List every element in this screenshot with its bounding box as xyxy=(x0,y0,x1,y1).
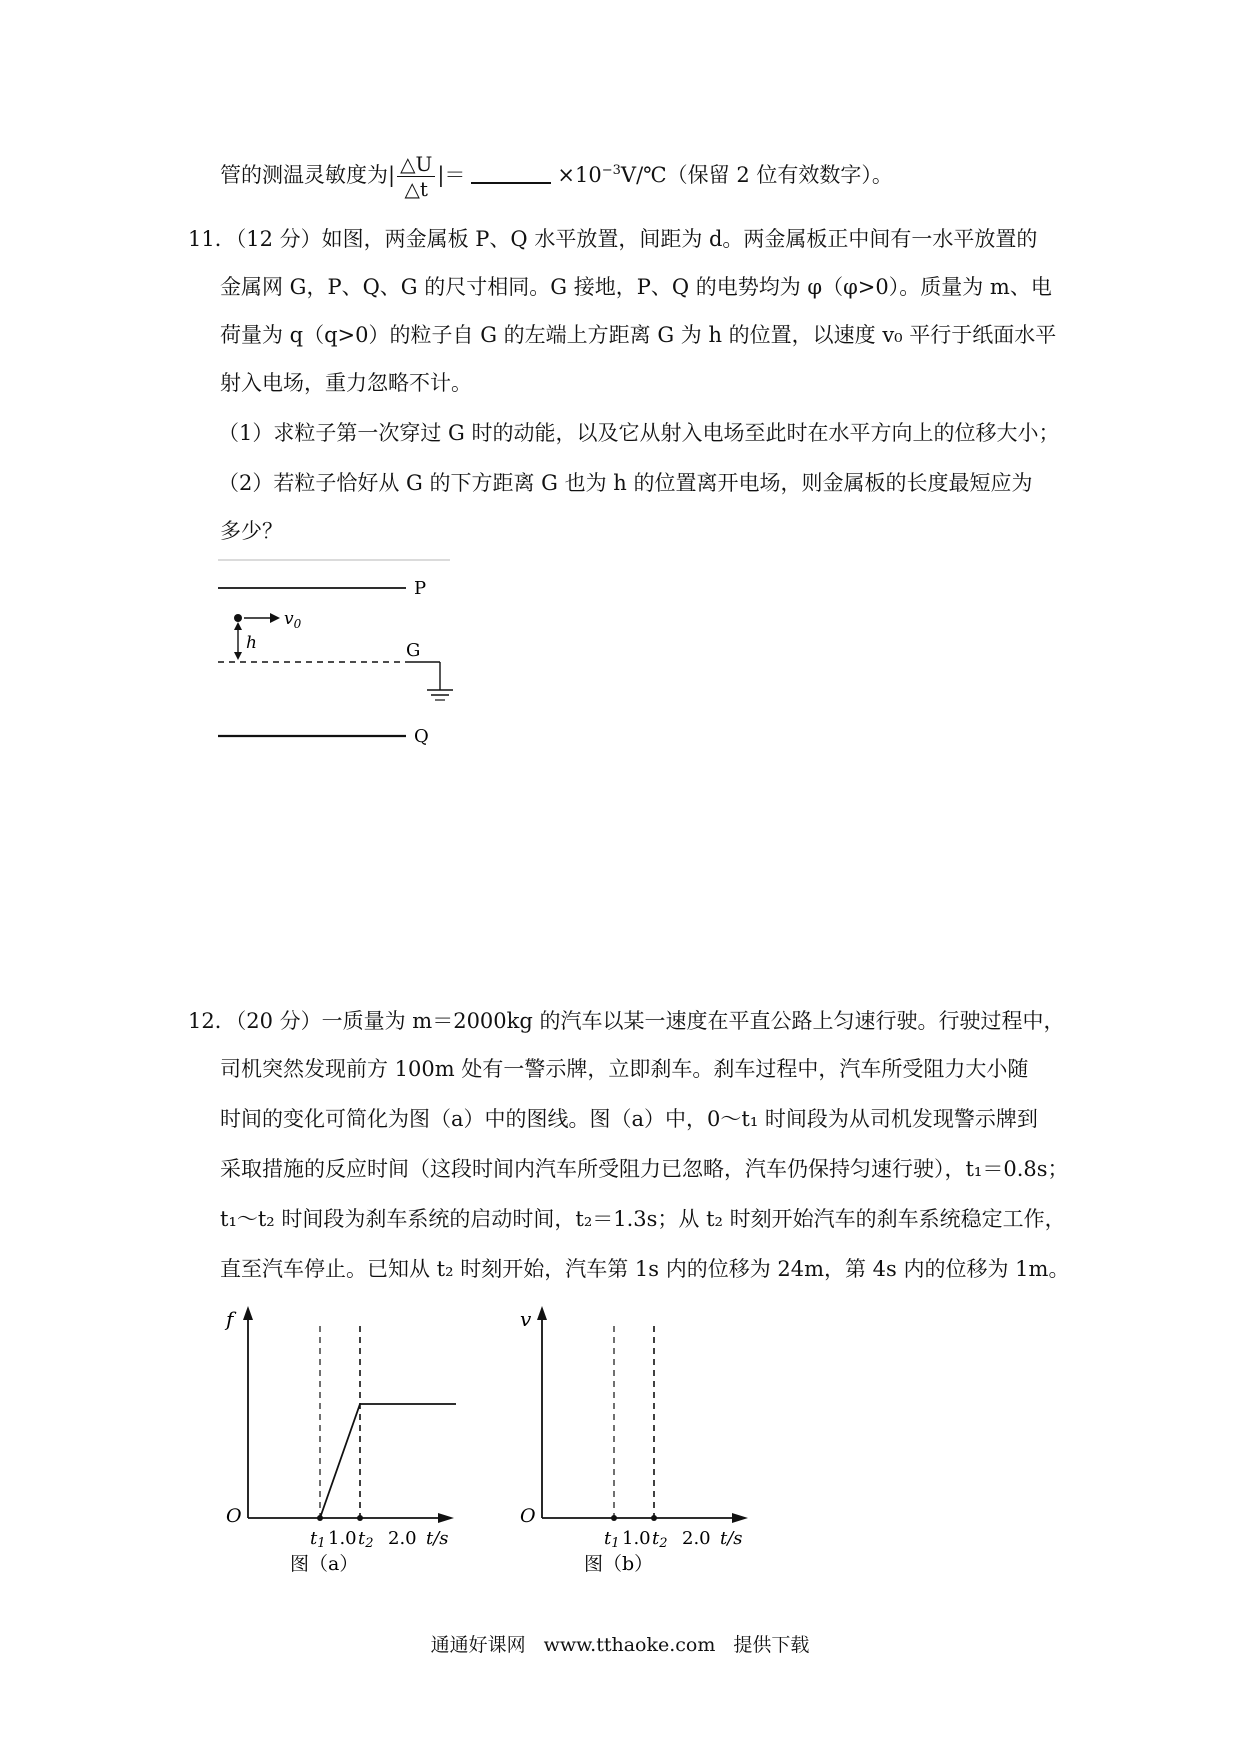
q10-exponent: −3 xyxy=(601,163,621,178)
graph-b-tick-t1: t1 xyxy=(604,1528,620,1551)
graph-b-ylabel: v xyxy=(520,1307,532,1331)
graph-a-f-vs-t xyxy=(218,1300,478,1600)
graph-b-origin: O xyxy=(520,1505,536,1527)
graph-a-caption: 图（a） xyxy=(290,1553,359,1575)
graph-b-x-arrow xyxy=(732,1513,748,1523)
fraction-denominator: △t xyxy=(404,177,428,201)
q11-line-4: 射入电场，重力忽略不计。 xyxy=(220,371,472,395)
particle-dot xyxy=(234,614,242,622)
label-g: G xyxy=(406,640,421,661)
graph-a-y-arrow xyxy=(243,1306,253,1320)
footer-url[interactable]: www.tthaoke.com xyxy=(543,1634,716,1656)
label-q: Q xyxy=(414,726,429,747)
q11-subq-1: （1）求粒子第一次穿过 G 时的动能，以及它从射入电场至此时在水平方向上的位移大小； xyxy=(218,421,1060,445)
label-v0: $v_0$ xyxy=(284,609,302,631)
velocity-arrowhead xyxy=(270,613,280,623)
page-footer xyxy=(0,1632,1240,1658)
q11-line-3: 荷量为 q（q>0）的粒子自 G 的左端上方距离 G 为 h 的位置，以速度 v₀ 平行于纸面水平 xyxy=(220,323,1057,347)
label-h: h xyxy=(246,633,257,653)
q11-plates-figure xyxy=(210,550,470,760)
label-p: P xyxy=(414,578,427,599)
graph-a-tick-2-0: 2.0 xyxy=(388,1528,417,1549)
graph-a-ylabel: f xyxy=(226,1307,234,1331)
q11-subq-2: （2）若粒子恰好从 G 的下方距离 G 也为 h 的位置离开电场，则金属板的长度最短应为 xyxy=(218,471,1033,495)
graph-a-tick-t1: t1 xyxy=(310,1528,326,1551)
q12-line-3: 时间的变化可简化为图（a）中的图线。图（a）中，0～t₁ 时间段为从司机发现警示牌到 xyxy=(220,1107,1038,1131)
q12-line-5: t₁～t₂ 时间段为刹车系统的启动时间，t₂＝1.3s；从 t₂ 时刻开始汽车的刹车系统稳定工作， xyxy=(220,1207,1066,1231)
q11-line-2: 金属网 G，P、Q、G 的尺寸相同。G 接地，P、Q 的电势均为 φ（φ>0）。质量为 m、电 xyxy=(220,275,1052,299)
delta-u-over-delta-t-fraction xyxy=(397,152,435,201)
graph-a-tick-t2: t2 xyxy=(358,1528,374,1551)
q12-line-2: 司机突然发现前方 100m 处有一警示牌，立即刹车。刹车过程中，汽车所受阻力大小随 xyxy=(220,1057,1029,1081)
q12-line-1: 12．（20 分）一质量为 m＝2000kg 的汽车以某一速度在平直公路上匀速行驶。行驶过程中， xyxy=(188,1009,1065,1033)
q12-line-4: 采取措施的反应时间（这段时间内汽车所受阻力已忽略，汽车仍保持匀速行驶），t₁＝0.8s； xyxy=(220,1157,1069,1181)
q11-line-1: 11．（12 分）如图，两金属板 P、Q 水平放置，间距为 d。两金属板正中间有一水平放置的 xyxy=(188,227,1038,251)
graph-b-xlabel: t/s xyxy=(720,1528,743,1549)
fraction-numerator: △U xyxy=(397,152,435,177)
answer-blank xyxy=(471,162,551,184)
q10-unit: V/℃（保留 2 位有效数字）。 xyxy=(620,163,893,187)
q11-line-7: 多少？ xyxy=(220,519,283,543)
graph-a-xlabel: t/s xyxy=(426,1528,449,1549)
graph-b-y-arrow xyxy=(537,1306,547,1320)
graph-b-tick-t2: t2 xyxy=(652,1528,668,1551)
q10-unit-times: ×10 xyxy=(557,163,602,187)
q10-prefix: 管的测温灵敏度为 xyxy=(220,163,388,187)
graph-b-tick-1-0: 1.0 xyxy=(622,1528,651,1549)
footer-note: 提供下载 xyxy=(733,1634,810,1656)
graph-b-tick-2-0: 2.0 xyxy=(682,1528,711,1549)
graph-b-v-vs-t xyxy=(512,1300,772,1600)
q12-line-6: 直至汽车停止。已知从 t₂ 时刻开始，汽车第 1s 内的位移为 24m，第 4s 内的位移为 1m。 xyxy=(220,1257,1070,1281)
graph-a-origin: O xyxy=(226,1505,242,1527)
footer-site: 通通好课网 xyxy=(430,1634,526,1656)
graph-b-caption: 图（b） xyxy=(584,1553,654,1575)
graph-a-f-curve xyxy=(320,1404,456,1518)
graph-a-tick-1-0: 1.0 xyxy=(328,1528,357,1549)
q10-sensitivity-line: 管的测温灵敏度为| $\frac{\triangle U}{\triangle t}$ |＝ $\times 10^{-3}V/℃$（保留 2 位有效数字）。 xyxy=(220,152,893,201)
graph-a-x-arrow xyxy=(438,1513,454,1523)
